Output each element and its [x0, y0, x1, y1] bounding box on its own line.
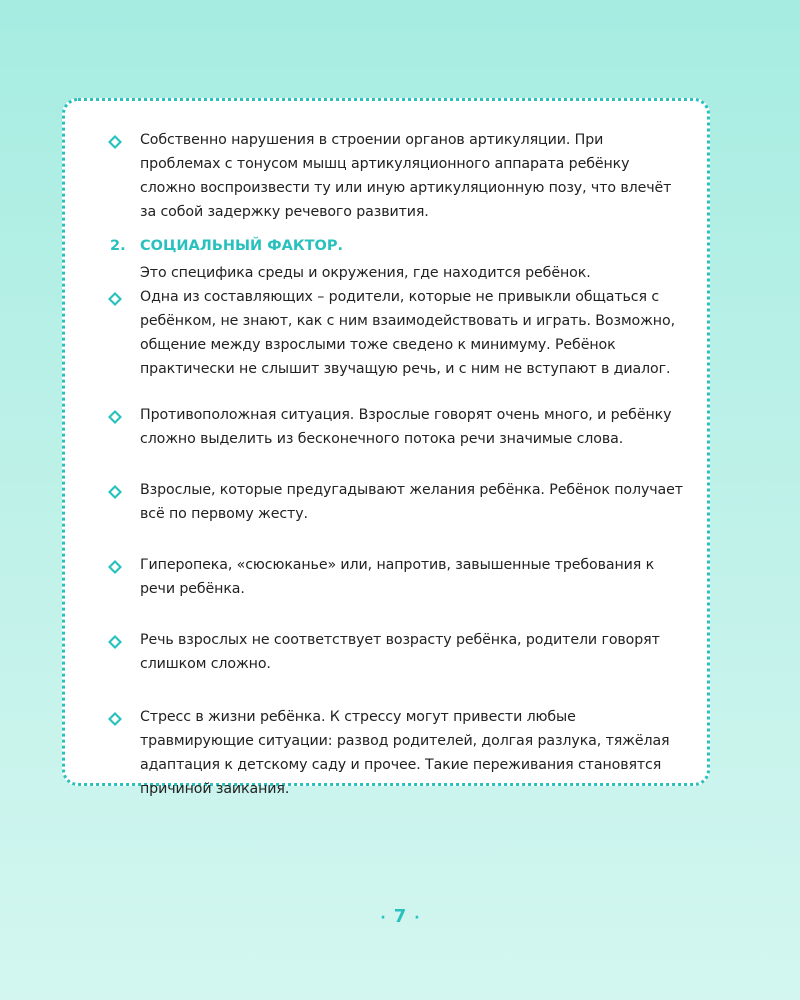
list-item-text: Стресс в жизни ребёнка. К стрессу могут привести любые травмирующие ситуации: развод родителей, долгая разлука, тяжёлая адаптация к детскому саду и прочее. Такие переживания становятся причиной заикания.	[140, 709, 670, 797]
diamond-bullet-icon	[107, 409, 123, 425]
diamond-bullet-icon	[107, 291, 123, 307]
list-item-text: Речь взрослых не соответствует возрасту ребёнка, родители говорят слишком сложно.	[140, 632, 660, 672]
diamond-bullet-icon	[107, 559, 123, 575]
footer-dot-left: ·	[380, 910, 386, 926]
section-heading	[110, 234, 343, 258]
diamond-bullet-icon	[107, 711, 123, 727]
footer-dot-right: ·	[414, 910, 420, 926]
list-item-text: Гиперопека, «сюсюканье» или, напротив, завышенные требования к речи ребёнка.	[140, 557, 655, 597]
page-footer	[0, 906, 800, 927]
diamond-bullet-icon	[107, 634, 123, 650]
section-intro-text: Это специфика среды и окружения, где находится ребёнок.	[140, 265, 591, 281]
diamond-bullet-icon	[107, 484, 123, 500]
section-title: СОЦИАЛЬНЫЙ ФАКТОР.	[140, 238, 344, 254]
list-item-text: Одна из составляющих – родители, которые не привыкли общаться с ребёнком, не знают, как с ним взаимодействовать и играть. Возможно, общение между взрослыми тоже сведено к минимуму. Ребёнок практически не слышит звучащую речь, и с ним не вступают в диалог.	[140, 289, 675, 377]
list-item-text: Взрослые, которые предугадывают желания ребёнка. Ребёнок получает всё по первому жесту.	[140, 482, 683, 522]
list-item-text: Противоположная ситуация. Взрослые говорят очень много, и ребёнку сложно выделить из бесконечного потока речи значимые слова.	[140, 407, 672, 447]
content-card	[62, 98, 710, 797]
page-number: 7	[393, 906, 407, 927]
diamond-bullet-icon	[107, 134, 123, 150]
section-number: 2.	[110, 238, 126, 254]
list-item-text: Собственно нарушения в строении органов артикуляции. При проблемах с тонусом мышц артикуляционного аппарата ребёнку сложно воспроизвести ту или иную артикуляционную позу, что влечёт за собой задержку речевого развития.	[140, 132, 672, 220]
